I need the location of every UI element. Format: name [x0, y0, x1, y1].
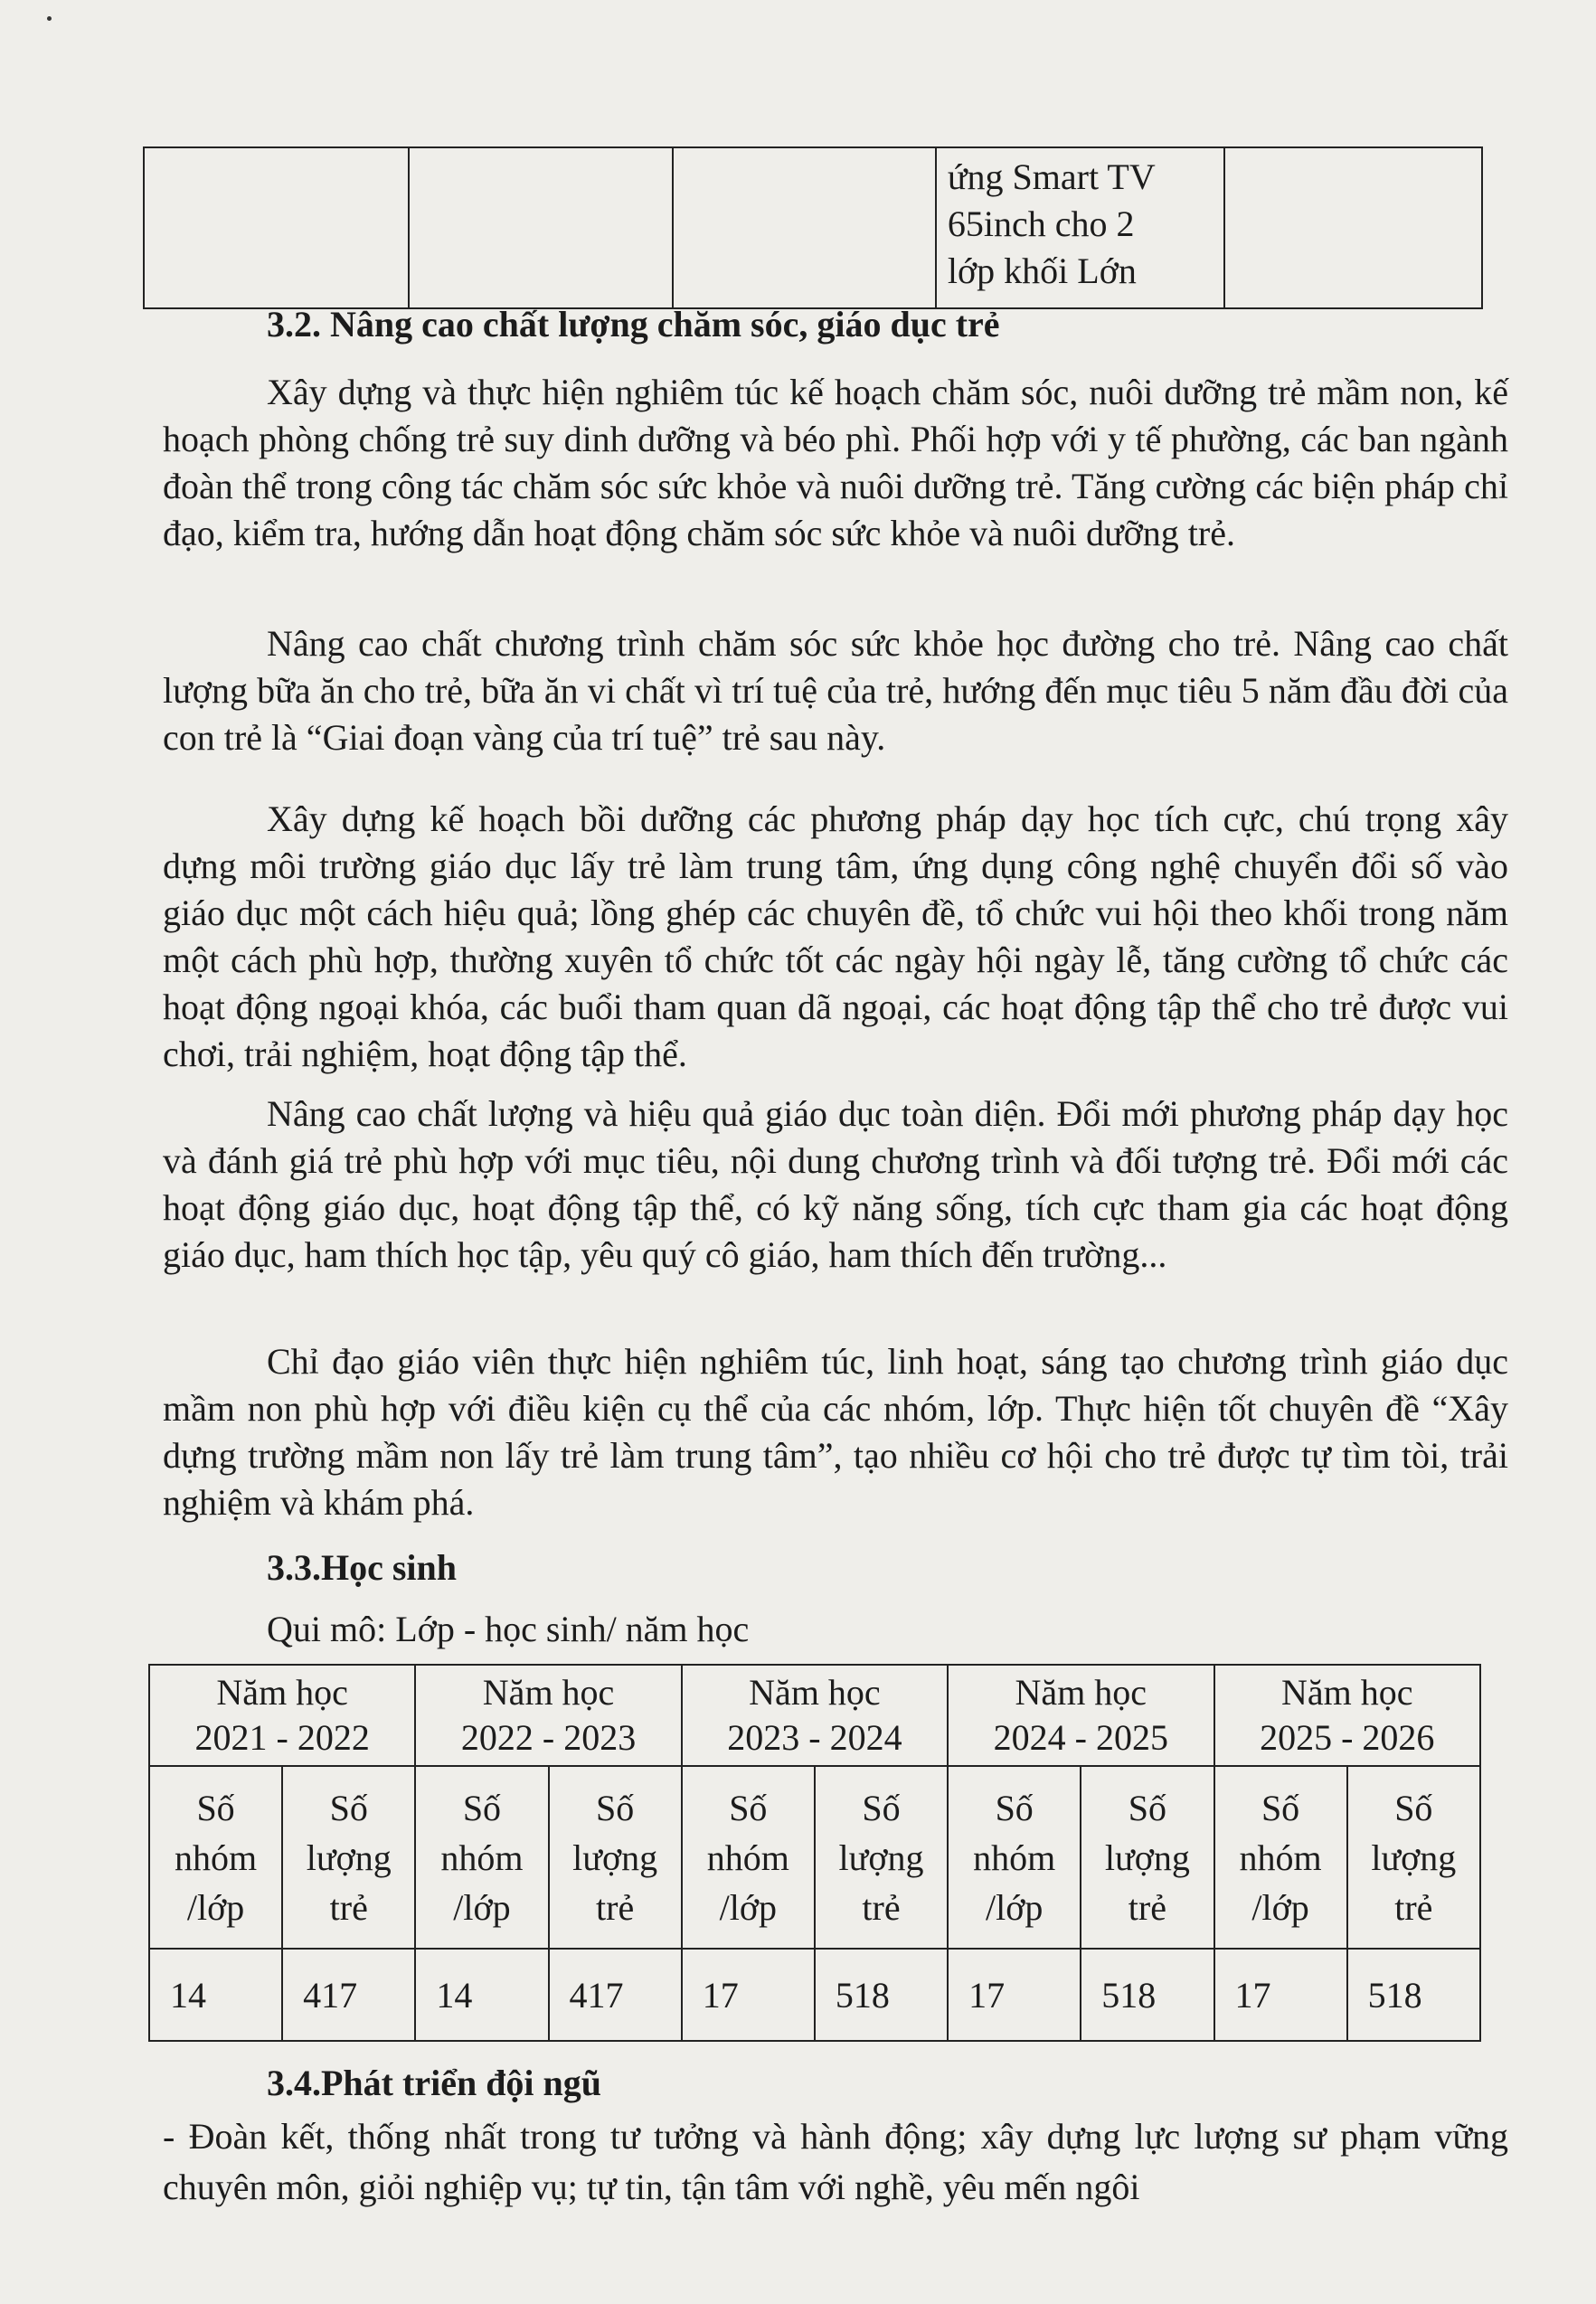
- subheader-groups: Số nhóm /lớp: [1214, 1766, 1347, 1949]
- value-groups: 17: [682, 1949, 815, 2041]
- paragraph: Xây dựng kế hoạch bồi dưỡng các phương pháp dạy học tích cực, chú trọng xây dựng môi trường giáo dục lấy trẻ làm trung tâm, ứng dụng công nghệ chuyển đổi số vào giáo dục một cách hiệu quả; lồng ghép các chuyên đề, tổ chức vui hội theo khối trong năm một cách phù hợp, thường xuyên tổ chức tốt các ngày hội ngày lễ, tăng cường tổ chức các hoạt động ngoại khóa, các buổi tham quan dã ngoại, các hoạt động tập thể cho trẻ được vui chơi, trải nghiệm, hoạt động tập thể.: [163, 798, 1508, 1074]
- section-heading-3-4: 3.4.Phát triển đội ngũ: [267, 2063, 602, 2103]
- subheader-children: Số lượng trẻ: [549, 1766, 682, 1949]
- value-children: 518: [1347, 1949, 1480, 2041]
- value-groups: 17: [948, 1949, 1081, 2041]
- value-children: 417: [549, 1949, 682, 2041]
- year-header: Năm học 2021 - 2022: [149, 1665, 415, 1766]
- page-speck: [47, 16, 52, 21]
- table-cell-equipment: [936, 147, 1224, 308]
- value-groups: 14: [149, 1949, 282, 2041]
- table-cell: [409, 147, 674, 308]
- paragraph: Chỉ đạo giáo viên thực hiện nghiêm túc, linh hoạt, sáng tạo chương trình giáo dục mầm non phù hợp với điều kiện cụ thể của các nhóm, lớp. Thực hiện tốt chuyên đề “Xây dựng trường mầm non lấy trẻ làm trung tâm”, tạo nhiều cơ hội cho trẻ được tự tìm tòi, trải nghiệm và khám phá.: [163, 1341, 1508, 1523]
- year-header: Năm học 2025 - 2026: [1214, 1665, 1481, 1766]
- table-cell: [144, 147, 409, 308]
- value-children: 417: [282, 1949, 415, 2041]
- subheader-groups: Số nhóm /lớp: [682, 1766, 815, 1949]
- value-groups: 17: [1214, 1949, 1347, 2041]
- subheader-groups: Số nhóm /lớp: [149, 1766, 282, 1949]
- subheader-groups: Số nhóm /lớp: [415, 1766, 548, 1949]
- table-row: [144, 147, 1482, 308]
- students-table: [148, 1664, 1481, 2042]
- subheader-children: Số lượng trẻ: [1081, 1766, 1214, 1949]
- cell-line: ứng Smart TV: [947, 156, 1156, 197]
- table-subheader-row: [149, 1766, 1480, 1949]
- table-cell: [673, 147, 936, 308]
- subheader-groups: Số nhóm /lớp: [948, 1766, 1081, 1949]
- subheader-children: Số lượng trẻ: [815, 1766, 948, 1949]
- section-heading-3-2: 3.2. Nâng cao chất lượng chăm sóc, giáo dục trẻ: [267, 304, 1000, 345]
- section-heading-3-3: 3.3.Học sinh: [267, 1547, 458, 1588]
- value-children: 518: [815, 1949, 948, 2041]
- subheader-children: Số lượng trẻ: [1347, 1766, 1480, 1949]
- scale-label: Qui mô: Lớp - học sinh/ năm học: [267, 1609, 750, 1649]
- cell-line: 65inch cho 2: [947, 203, 1135, 244]
- paragraph: Xây dựng và thực hiện nghiêm túc kế hoạch chăm sóc, nuôi dưỡng trẻ mầm non, kế hoạch phòng chống trẻ suy dinh dưỡng và béo phì. Phối hợp với y tế phường, các ban ngành đoàn thể trong công tác chăm sóc sức khỏe và nuôi dưỡng trẻ. Tăng cường các biện pháp chỉ đạo, kiểm tra, hướng dẫn hoạt động chăm sóc sức khỏe và nuôi dưỡng trẻ.: [163, 372, 1508, 553]
- cell-line: lớp khối Lớn: [947, 250, 1137, 291]
- paragraph: Nâng cao chất chương trình chăm sóc sức khỏe học đường cho trẻ. Nâng cao chất lượng bữa ăn cho trẻ, bữa ăn vi chất vì trí tuệ của trẻ, hướng đến mục tiêu 5 năm đầu đời của con trẻ là “Giai đoạn vàng của trí tuệ” trẻ sau này.: [163, 623, 1508, 758]
- table-row: [149, 1949, 1480, 2041]
- table-cell: [1224, 147, 1482, 308]
- equipment-table-continuation: [143, 146, 1483, 309]
- year-header: Năm học 2023 - 2024: [682, 1665, 948, 1766]
- subheader-children: Số lượng trẻ: [282, 1766, 415, 1949]
- value-children: 518: [1081, 1949, 1214, 2041]
- year-header: Năm học 2022 - 2023: [415, 1665, 681, 1766]
- value-groups: 14: [415, 1949, 548, 2041]
- table-header-row: [149, 1665, 1480, 1766]
- paragraph: Nâng cao chất lượng và hiệu quả giáo dục toàn diện. Đổi mới phương pháp dạy học và đánh giá trẻ phù hợp với mục tiêu, nội dung chương trình và đối tượng trẻ. Đổi mới các hoạt động giáo dục, hoạt động tập thể, có kỹ năng sống, tích cực tham gia các hoạt động giáo dục, ham thích học tập, yêu quý cô giáo, ham thích đến trường...: [163, 1093, 1508, 1275]
- bullet-paragraph: - Đoàn kết, thống nhất trong tư tưởng và hành động; xây dựng lực lượng sư phạm vững chuyên môn, giỏi nghiệp vụ; tự tin, tận tâm với nghề, yêu mến ngôi: [163, 2116, 1508, 2207]
- year-header: Năm học 2024 - 2025: [948, 1665, 1214, 1766]
